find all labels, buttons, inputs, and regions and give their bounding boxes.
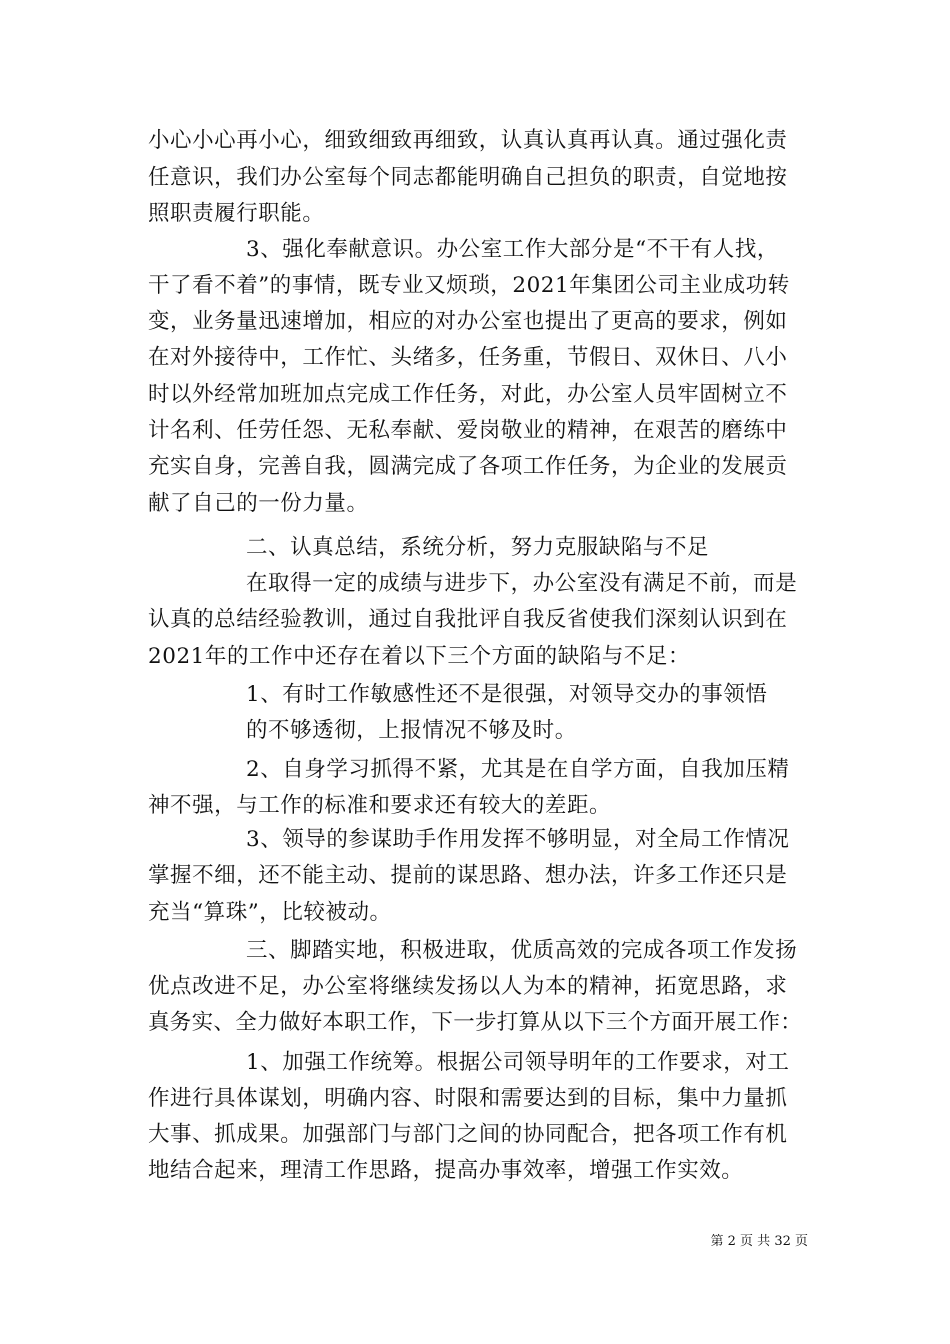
list-item-line: 3、领导的参谋助手作用发挥不够明显，对全局工作情况 [246, 827, 790, 852]
body-line: 作进行具体谋划，明确内容、时限和需要达到的目标，集中力量抓 [148, 1086, 788, 1111]
list-item-line: 1、加强工作统筹。根据公司领导明年的工作要求，对工 [246, 1050, 790, 1075]
section-heading: 二、认真总结，系统分析，努力克服缺陷与不足 [246, 535, 710, 560]
list-item-line: 1、有时工作敏感性还不是很强，对领导交办的事领悟 [246, 682, 768, 707]
body-line: 时以外经常加班加点完成工作任务，对此，办公室人员牢固树立不 [148, 382, 788, 407]
body-line: 充实自身，完善自我，圆满完成了各项工作任务，为企业的发展贡 [148, 454, 788, 479]
list-item-line: 的不够透彻，上报情况不够及时。 [246, 718, 577, 743]
section-heading: 三、脚踏实地，积极进取，优质高效的完成各项工作发扬 [246, 938, 798, 963]
body-line: 任意识，我们办公室每个同志都能明确自己担负的职责，自觉地按 [148, 165, 788, 190]
body-line-indented: 3、强化奉献意识。办公室工作大部分是“不干有人找， [246, 237, 779, 262]
body-line: 干了看不着”的事情，既专业又烦琐，2021年集团公司主业成功转 [148, 273, 790, 298]
body-line: 充当“算珠”，比较被动。 [148, 900, 392, 925]
body-line: 神不强，与工作的标准和要求还有较大的差距。 [148, 793, 612, 818]
body-line: 大事、抓成果。加强部门与部门之间的协同配合，把各项工作有机 [148, 1122, 788, 1147]
body-line: 在对外接待中，工作忙、头绪多，任务重，节假日、双休日、八小 [148, 345, 788, 370]
body-line: 优点改进不足，办公室将继续发扬以人为本的精神，拓宽思路，求 [148, 974, 788, 999]
body-line: 小心小心再小心，细致细致再细致，认真认真再认真。通过强化责 [148, 128, 788, 153]
body-line: 真务实、全力做好本职工作，下一步打算从以下三个方面开展工作： [148, 1010, 803, 1035]
body-line: 计名利、任劳任怨、无私奉献、爱岗敬业的精神，在艰苦的磨练中 [148, 418, 788, 443]
body-line: 2021年的工作中还存在着以下三个方面的缺陷与不足： [148, 644, 691, 669]
page-number: 第 2 页 共 32 页 [710, 1234, 808, 1249]
body-line: 认真的总结经验教训，通过自我批评自我反省使我们深刻认识到在 [148, 607, 788, 632]
body-line-indented: 在取得一定的成绩与进步下，办公室没有满足不前，而是 [246, 571, 798, 596]
body-line: 照职责履行职能。 [148, 201, 325, 226]
body-line: 地结合起来，理清工作思路，提高办事效率，增强工作实效。 [148, 1158, 744, 1183]
list-item-line: 2、自身学习抓得不紧，尤其是在自学方面，自我加压精 [246, 757, 790, 782]
body-line: 变，业务量迅速增加，相应的对办公室也提出了更高的要求，例如 [148, 309, 788, 334]
body-line: 献了自己的一份力量。 [148, 491, 369, 516]
body-line: 掌握不细，还不能主动、提前的谋思路、想办法，许多工作还只是 [148, 863, 788, 888]
